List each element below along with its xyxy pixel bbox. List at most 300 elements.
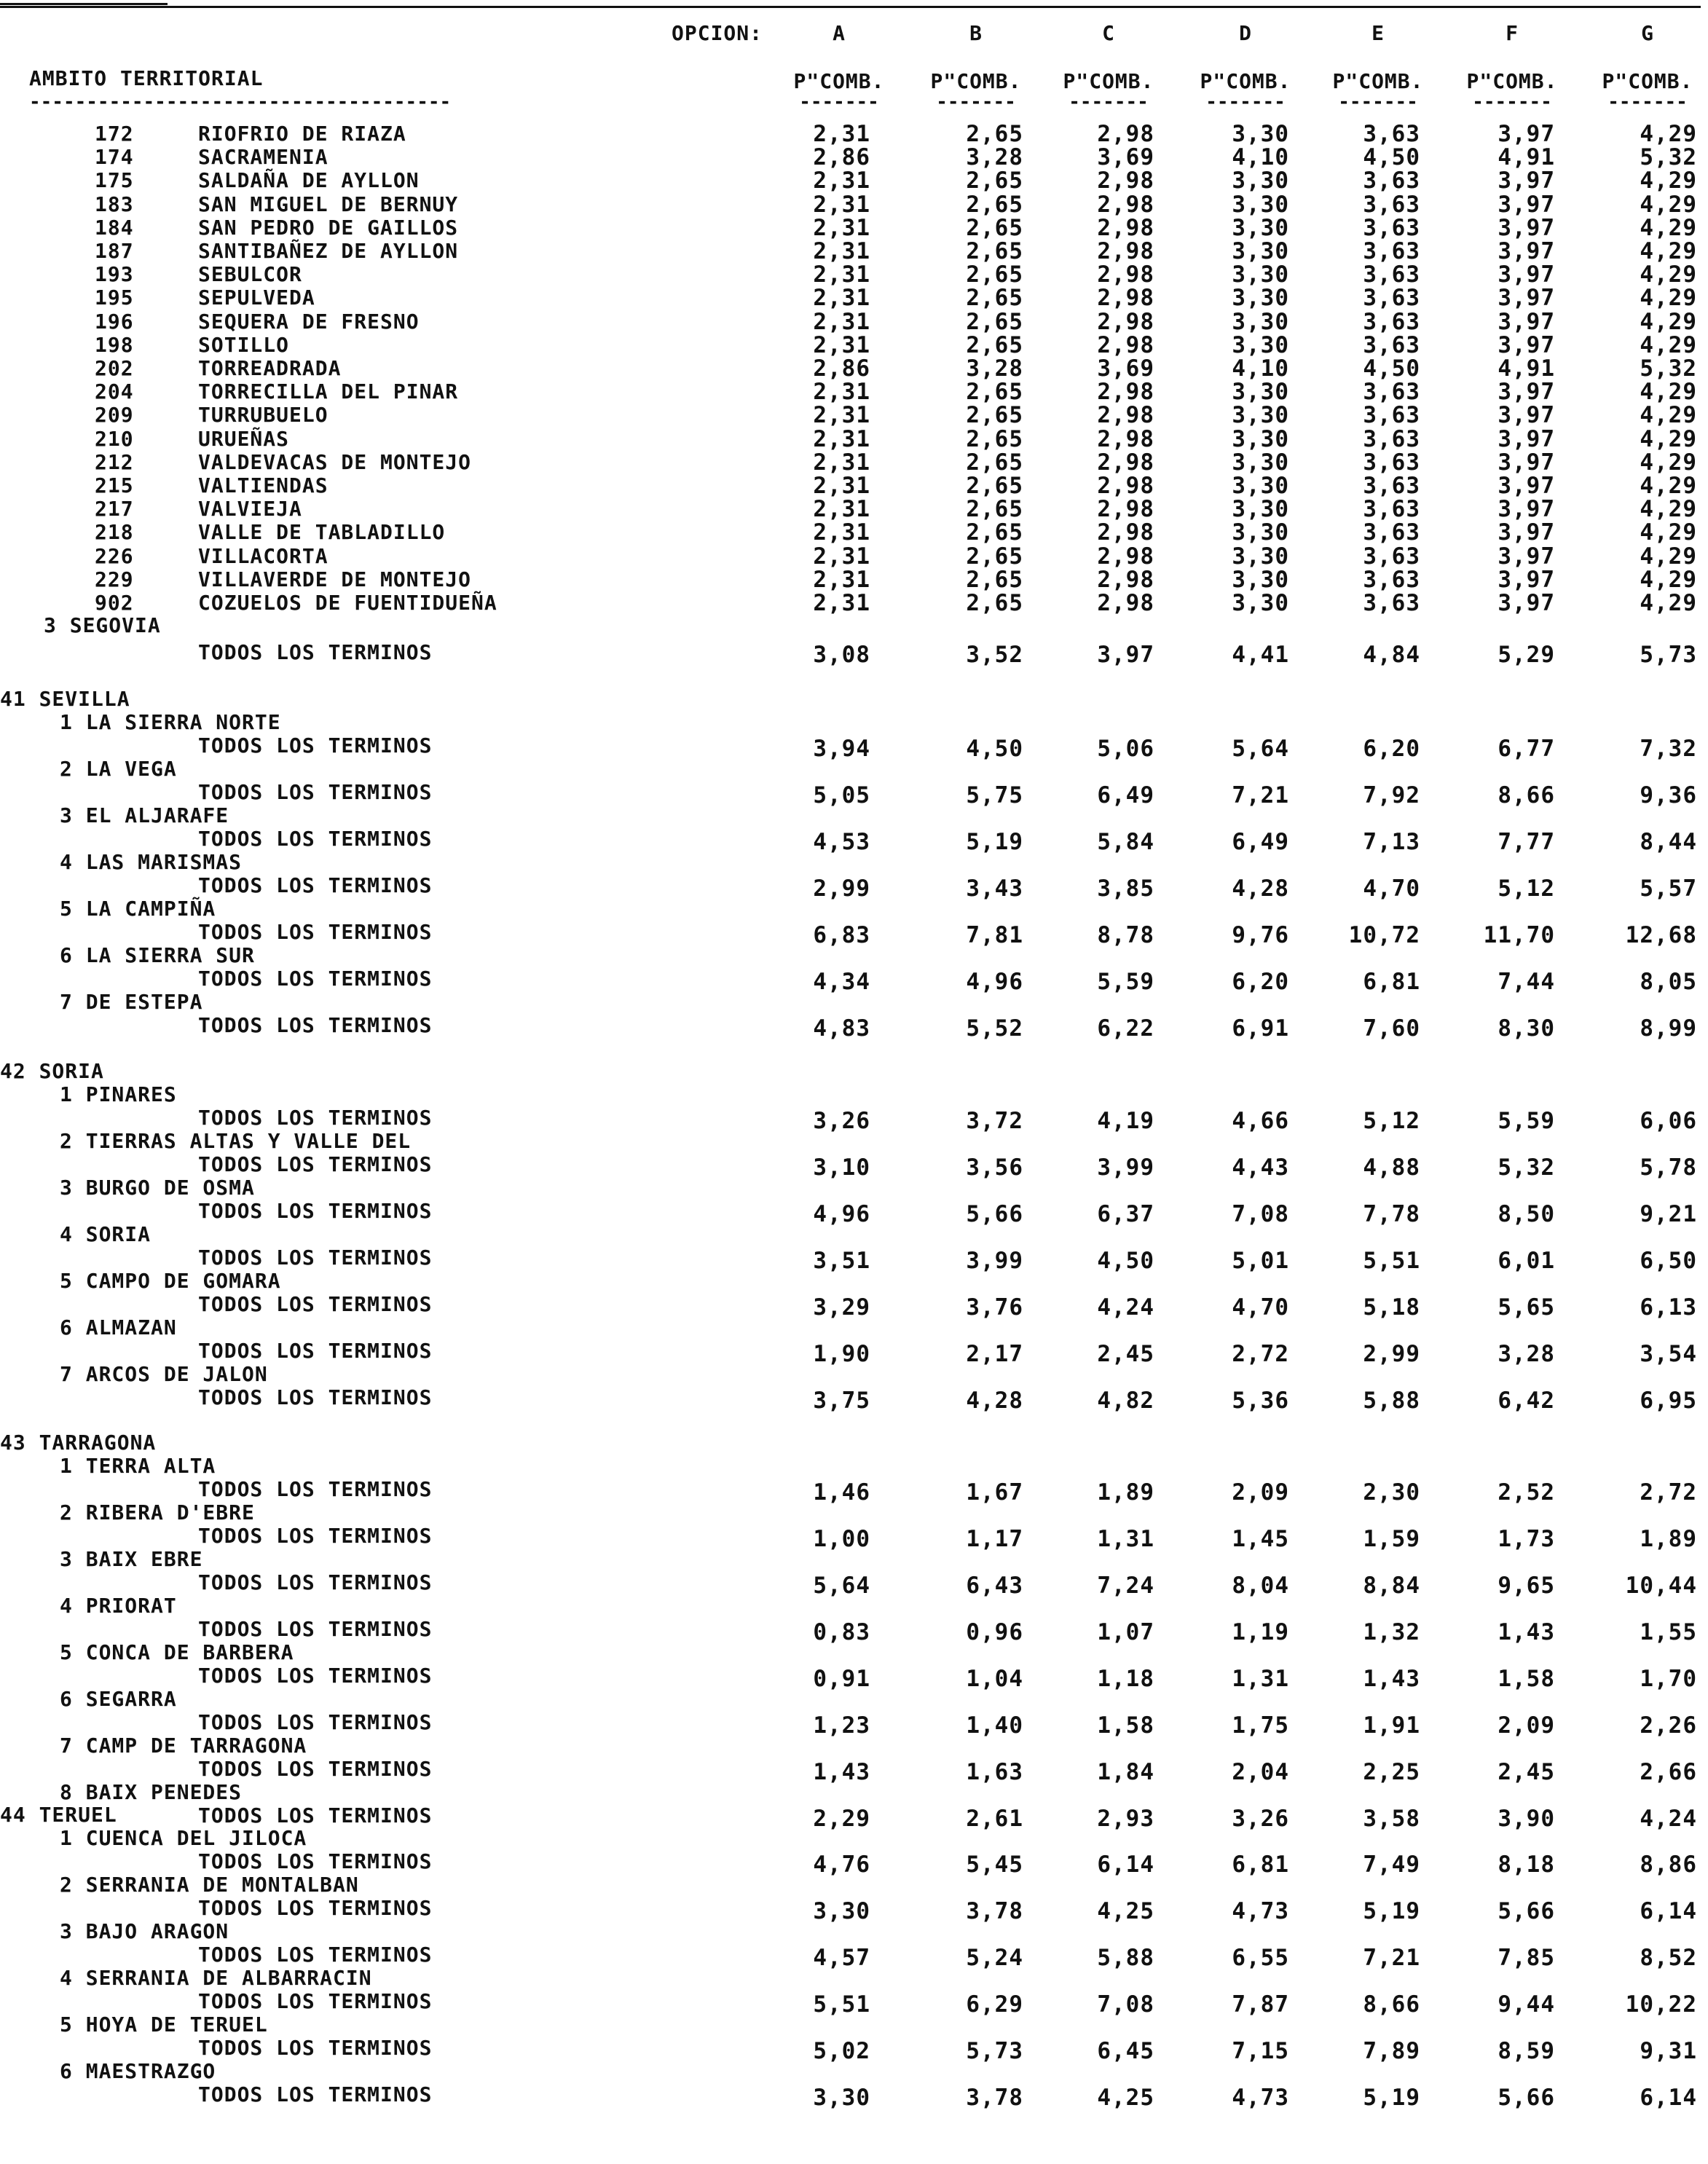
- value-cell: 8,52: [1640, 1945, 1697, 1971]
- value-cell: 7,78: [1363, 1201, 1420, 1227]
- value-cell: 3,30: [1232, 214, 1289, 241]
- value-cell: 6,42: [1498, 1388, 1555, 1414]
- value-cell: 2,65: [966, 261, 1023, 288]
- value-cell: 5,45: [966, 1852, 1023, 1878]
- comarca-name: 3 BAJO ARAGON: [60, 1919, 229, 1943]
- value-cell: 3,30: [1232, 473, 1289, 499]
- municipality-code: 193: [95, 262, 134, 287]
- province-heading: 44 TERUEL: [0, 1803, 117, 1827]
- column-subheader: P"COMB.: [793, 69, 885, 93]
- municipality-name: VALDEVACAS DE MONTEJO: [198, 449, 472, 474]
- value-cell: 4,73: [1232, 2085, 1289, 2111]
- comarca-name: 3 BAIX EBRE: [60, 1547, 203, 1571]
- value-cell: 4,25: [1097, 2085, 1154, 2111]
- value-cell: 0,91: [813, 1666, 870, 1692]
- all-terms-label: TODOS LOS TERMINOS: [198, 827, 433, 851]
- value-cell: 5,32: [1498, 1154, 1555, 1181]
- value-cell: 2,31: [813, 566, 870, 593]
- value-cell: 2,30: [1363, 1479, 1420, 1506]
- value-cell: 1,31: [1232, 1666, 1289, 1692]
- value-cell: 4,29: [1640, 473, 1697, 499]
- value-cell: 7,21: [1363, 1945, 1420, 1971]
- municipality-code: 202: [95, 356, 134, 380]
- comarca-name: 6 MAESTRAZGO: [60, 2059, 216, 2083]
- value-cell: 3,97: [1498, 590, 1555, 616]
- value-cell: 3,69: [1097, 144, 1154, 171]
- municipality-name: SAN PEDRO DE GAILLOS: [198, 215, 459, 240]
- value-cell: 1,90: [813, 1341, 870, 1367]
- value-cell: 2,65: [966, 379, 1023, 406]
- value-cell: 4,84: [1363, 642, 1420, 668]
- municipality-code: 175: [95, 168, 134, 193]
- value-cell: 3,08: [813, 642, 870, 668]
- value-cell: 6,77: [1498, 736, 1555, 762]
- value-cell: 1,04: [966, 1666, 1023, 1692]
- value-cell: 1,43: [1363, 1666, 1420, 1692]
- value-cell: 5,78: [1640, 1154, 1697, 1181]
- value-cell: 7,24: [1097, 1573, 1154, 1599]
- value-cell: 5,64: [813, 1573, 870, 1599]
- value-cell: 0,96: [966, 1619, 1023, 1645]
- value-cell: 2,31: [813, 191, 870, 218]
- value-cell: 6,81: [1232, 1852, 1289, 1878]
- value-cell: 2,93: [1097, 1806, 1154, 1832]
- value-cell: 4,29: [1640, 425, 1697, 452]
- column-subheader: P"COMB.: [1332, 69, 1424, 93]
- municipality-code: 209: [95, 403, 134, 428]
- municipality-name: SEQUERA DE FRESNO: [198, 309, 420, 334]
- value-cell: 5,02: [813, 2038, 870, 2064]
- value-cell: 2,31: [813, 402, 870, 429]
- value-cell: 4,41: [1232, 642, 1289, 668]
- top-rule-short: [0, 3, 168, 5]
- value-cell: 2,52: [1498, 1479, 1555, 1506]
- municipality-code: 184: [95, 215, 134, 240]
- value-cell: 4,83: [813, 1015, 870, 1042]
- value-cell: 4,10: [1232, 144, 1289, 171]
- column-letter-f: F: [1506, 21, 1519, 45]
- value-cell: 3,43: [966, 876, 1023, 902]
- value-cell: 2,31: [813, 496, 870, 523]
- value-cell: 3,63: [1363, 519, 1420, 546]
- value-cell: 3,97: [1498, 214, 1555, 241]
- municipality-name: SAN MIGUEL DE BERNUY: [198, 192, 459, 216]
- value-cell: 5,57: [1640, 876, 1697, 902]
- all-terms-label: TODOS LOS TERMINOS: [198, 2036, 433, 2060]
- value-cell: 5,12: [1498, 876, 1555, 902]
- value-cell: 2,31: [813, 168, 870, 194]
- value-cell: 1,73: [1498, 1526, 1555, 1552]
- value-cell: 4,29: [1640, 379, 1697, 406]
- comarca-name: 2 TIERRAS ALTAS Y VALLE DEL: [60, 1129, 412, 1153]
- value-cell: 1,89: [1097, 1479, 1154, 1506]
- value-cell: 3,29: [813, 1294, 870, 1321]
- value-cell: 6,13: [1640, 1294, 1697, 1321]
- value-cell: 4,29: [1640, 308, 1697, 335]
- municipality-name: SEPULVEDA: [198, 286, 315, 310]
- value-cell: 7,87: [1232, 1991, 1289, 2018]
- column-underline: -------: [1205, 91, 1286, 113]
- value-cell: 4,24: [1097, 1294, 1154, 1321]
- value-cell: 4,34: [813, 969, 870, 995]
- value-cell: 12,68: [1625, 922, 1697, 948]
- value-cell: 2,29: [813, 1806, 870, 1832]
- municipality-code: 215: [95, 473, 134, 497]
- value-cell: 3,97: [1498, 519, 1555, 546]
- value-cell: 8,99: [1640, 1015, 1697, 1042]
- value-cell: 2,65: [966, 496, 1023, 523]
- value-cell: 5,59: [1498, 1108, 1555, 1134]
- all-terms-label: TODOS LOS TERMINOS: [198, 920, 433, 944]
- value-cell: 2,45: [1097, 1341, 1154, 1367]
- value-cell: 4,53: [813, 829, 870, 855]
- value-cell: 3,97: [1498, 425, 1555, 452]
- all-terms-label: TODOS LOS TERMINOS: [198, 1152, 433, 1176]
- municipality-name: VALTIENDAS: [198, 473, 328, 497]
- all-terms-label: TODOS LOS TERMINOS: [198, 1989, 433, 2013]
- municipality-code: 229: [95, 567, 134, 591]
- value-cell: 7,92: [1363, 782, 1420, 808]
- value-cell: 3,78: [966, 1898, 1023, 1924]
- value-cell: 2,31: [813, 473, 870, 499]
- value-cell: 7,77: [1498, 829, 1555, 855]
- value-cell: 1,32: [1363, 1619, 1420, 1645]
- value-cell: 2,65: [966, 590, 1023, 616]
- value-cell: 4,29: [1640, 519, 1697, 546]
- value-cell: 3,30: [1232, 191, 1289, 218]
- comarca-name: 3 BURGO DE OSMA: [60, 1176, 255, 1200]
- value-cell: 6,14: [1097, 1852, 1154, 1878]
- value-cell: 5,66: [1498, 2085, 1555, 2111]
- value-cell: 3,97: [1498, 261, 1555, 288]
- value-cell: 3,63: [1363, 214, 1420, 241]
- value-cell: 2,98: [1097, 214, 1154, 241]
- value-cell: 2,65: [966, 425, 1023, 452]
- value-cell: 2,98: [1097, 425, 1154, 452]
- value-cell: 8,04: [1232, 1573, 1289, 1599]
- value-cell: 2,31: [813, 308, 870, 335]
- value-cell: 2,31: [813, 379, 870, 406]
- value-cell: 3,28: [1498, 1341, 1555, 1367]
- value-cell: 3,26: [813, 1108, 870, 1134]
- comarca-name: 6 SEGARRA: [60, 1687, 177, 1711]
- value-cell: 4,19: [1097, 1108, 1154, 1134]
- value-cell: 6,14: [1640, 2085, 1697, 2111]
- value-cell: 3,30: [1232, 379, 1289, 406]
- value-cell: 7,08: [1232, 1201, 1289, 1227]
- value-cell: 4,50: [1363, 355, 1420, 382]
- value-cell: 3,30: [1232, 121, 1289, 147]
- value-cell: 3,63: [1363, 285, 1420, 312]
- value-cell: 8,78: [1097, 922, 1154, 948]
- all-terms-label: TODOS LOS TERMINOS: [198, 1943, 433, 1967]
- comarca-name: 4 PRIORAT: [60, 1594, 177, 1618]
- value-cell: 3,97: [1498, 566, 1555, 593]
- value-cell: 5,36: [1232, 1388, 1289, 1414]
- value-cell: 8,44: [1640, 829, 1697, 855]
- value-cell: 3,63: [1363, 543, 1420, 570]
- value-cell: 2,65: [966, 543, 1023, 570]
- value-cell: 3,97: [1498, 473, 1555, 499]
- comarca-name: 6 ALMAZAN: [60, 1315, 177, 1339]
- value-cell: 2,31: [813, 590, 870, 616]
- municipality-code: 210: [95, 426, 134, 451]
- value-cell: 2,31: [813, 543, 870, 570]
- value-cell: 2,31: [813, 121, 870, 147]
- all-terms-label: TODOS LOS TERMINOS: [198, 1385, 433, 1409]
- value-cell: 4,29: [1640, 566, 1697, 593]
- value-cell: 9,76: [1232, 922, 1289, 948]
- value-cell: 4,88: [1363, 1154, 1420, 1181]
- column-subheader: P"COMB.: [1602, 69, 1693, 93]
- value-cell: 4,29: [1640, 496, 1697, 523]
- value-cell: 2,98: [1097, 285, 1154, 312]
- value-cell: 5,32: [1640, 355, 1697, 382]
- value-cell: 5,88: [1097, 1945, 1154, 1971]
- value-cell: 3,30: [1232, 261, 1289, 288]
- value-cell: 2,86: [813, 355, 870, 382]
- value-cell: 1,58: [1498, 1666, 1555, 1692]
- all-terms-label: TODOS LOS TERMINOS: [198, 1896, 433, 1920]
- comarca-name: 3 SEGOVIA: [44, 613, 161, 637]
- value-cell: 8,18: [1498, 1852, 1555, 1878]
- value-cell: 3,30: [1232, 590, 1289, 616]
- column-underline: -------: [1472, 91, 1552, 113]
- value-cell: 6,81: [1363, 969, 1420, 995]
- comarca-name: 2 LA VEGA: [60, 757, 177, 781]
- value-cell: 2,65: [966, 473, 1023, 499]
- value-cell: 8,66: [1498, 782, 1555, 808]
- value-cell: 5,51: [1363, 1248, 1420, 1274]
- value-cell: 10,72: [1348, 922, 1420, 948]
- all-terms-label: TODOS LOS TERMINOS: [198, 1013, 433, 1037]
- value-cell: 11,70: [1483, 922, 1555, 948]
- value-cell: 2,31: [813, 425, 870, 452]
- value-cell: 5,59: [1097, 969, 1154, 995]
- value-cell: 1,70: [1640, 1666, 1697, 1692]
- value-cell: 2,04: [1232, 1759, 1289, 1785]
- municipality-code: 195: [95, 286, 134, 310]
- value-cell: 4,28: [966, 1388, 1023, 1414]
- value-cell: 4,29: [1640, 261, 1697, 288]
- value-cell: 3,30: [1232, 543, 1289, 570]
- value-cell: 4,29: [1640, 402, 1697, 429]
- value-cell: 2,45: [1498, 1759, 1555, 1785]
- value-cell: 3,52: [966, 642, 1023, 668]
- comarca-name: 4 SERRANIA DE ALBARRACIN: [60, 1966, 372, 1990]
- value-cell: 2,65: [966, 191, 1023, 218]
- value-cell: 3,30: [813, 2085, 870, 2111]
- value-cell: 10,22: [1625, 1991, 1697, 2018]
- all-terms-label: TODOS LOS TERMINOS: [198, 780, 433, 804]
- column-subheader: P"COMB.: [1063, 69, 1154, 93]
- value-cell: 3,30: [1232, 519, 1289, 546]
- value-cell: 2,98: [1097, 402, 1154, 429]
- municipality-code: 196: [95, 309, 134, 334]
- value-cell: 7,32: [1640, 736, 1697, 762]
- value-cell: 7,60: [1363, 1015, 1420, 1042]
- value-cell: 6,01: [1498, 1248, 1555, 1274]
- comarca-name: 1 TERRA ALTA: [60, 1454, 216, 1478]
- value-cell: 3,30: [1232, 238, 1289, 264]
- comarca-name: 1 PINARES: [60, 1082, 177, 1106]
- comarca-name: 7 DE ESTEPA: [60, 990, 203, 1014]
- value-cell: 3,97: [1498, 543, 1555, 570]
- municipality-name: SALDAÑA DE AYLLON: [198, 168, 420, 193]
- value-cell: 1,18: [1097, 1666, 1154, 1692]
- value-cell: 3,63: [1363, 238, 1420, 264]
- value-cell: 4,50: [1097, 1248, 1154, 1274]
- value-cell: 3,99: [966, 1248, 1023, 1274]
- column-underline: -------: [1607, 91, 1688, 113]
- value-cell: 2,26: [1640, 1712, 1697, 1739]
- value-cell: 2,65: [966, 519, 1023, 546]
- value-cell: 1,59: [1363, 1526, 1420, 1552]
- value-cell: 3,97: [1498, 402, 1555, 429]
- value-cell: 4,43: [1232, 1154, 1289, 1181]
- value-cell: 2,09: [1232, 1479, 1289, 1506]
- all-terms-label: TODOS LOS TERMINOS: [198, 1757, 433, 1781]
- municipality-code: 183: [95, 192, 134, 216]
- value-cell: 5,73: [1640, 642, 1697, 668]
- value-cell: 5,06: [1097, 736, 1154, 762]
- value-cell: 3,94: [813, 736, 870, 762]
- municipality-code: 174: [95, 145, 134, 170]
- value-cell: 5,19: [966, 829, 1023, 855]
- value-cell: 4,29: [1640, 121, 1697, 147]
- value-cell: 3,63: [1363, 331, 1420, 358]
- all-terms-label: TODOS LOS TERMINOS: [198, 1199, 433, 1223]
- province-heading: 41 SEVILLA: [0, 687, 130, 711]
- municipality-code: 217: [95, 497, 134, 522]
- comarca-name: 4 LAS MARISMAS: [60, 850, 243, 874]
- value-cell: 1,40: [966, 1712, 1023, 1739]
- value-cell: 3,97: [1498, 238, 1555, 264]
- value-cell: 1,43: [813, 1759, 870, 1785]
- municipality-code: 198: [95, 332, 134, 357]
- municipality-name: COZUELOS DE FUENTIDUEÑA: [198, 591, 497, 615]
- municipality-name: VILLAVERDE DE MONTEJO: [198, 567, 472, 591]
- value-cell: 4,29: [1640, 214, 1697, 241]
- value-cell: 9,31: [1640, 2038, 1697, 2064]
- municipality-code: 902: [95, 591, 134, 615]
- value-cell: 2,65: [966, 566, 1023, 593]
- value-cell: 9,21: [1640, 1201, 1697, 1227]
- comarca-name: 2 RIBERA D'EBRE: [60, 1500, 255, 1524]
- value-cell: 8,84: [1363, 1573, 1420, 1599]
- value-cell: 4,29: [1640, 191, 1697, 218]
- municipality-name: TORRECILLA DEL PINAR: [198, 379, 459, 404]
- value-cell: 5,65: [1498, 1294, 1555, 1321]
- value-cell: 3,51: [813, 1248, 870, 1274]
- column-letter-e: E: [1371, 21, 1385, 45]
- value-cell: 6,14: [1640, 1898, 1697, 1924]
- value-cell: 7,49: [1363, 1852, 1420, 1878]
- value-cell: 4,29: [1640, 590, 1697, 616]
- value-cell: 4,29: [1640, 449, 1697, 476]
- value-cell: 9,44: [1498, 1991, 1555, 2018]
- value-cell: 2,31: [813, 214, 870, 241]
- value-cell: 4,29: [1640, 168, 1697, 194]
- province-heading: 43 TARRAGONA: [0, 1431, 157, 1455]
- value-cell: 2,65: [966, 285, 1023, 312]
- value-cell: 7,44: [1498, 969, 1555, 995]
- value-cell: 5,52: [966, 1015, 1023, 1042]
- value-cell: 8,50: [1498, 1201, 1555, 1227]
- value-cell: 3,30: [1232, 425, 1289, 452]
- comarca-name: 1 CUENCA DEL JILOCA: [60, 1826, 307, 1850]
- municipality-name: URUEÑAS: [198, 426, 290, 451]
- value-cell: 6,22: [1097, 1015, 1154, 1042]
- value-cell: 3,97: [1498, 496, 1555, 523]
- value-cell: 4,82: [1097, 1388, 1154, 1414]
- comarca-name: 1 LA SIERRA NORTE: [60, 710, 281, 734]
- comarca-name: 6 LA SIERRA SUR: [60, 943, 255, 967]
- comarca-name: 4 SORIA: [60, 1222, 151, 1246]
- value-cell: 3,63: [1363, 402, 1420, 429]
- value-cell: 3,97: [1498, 121, 1555, 147]
- value-cell: 5,88: [1363, 1388, 1420, 1414]
- value-cell: 4,91: [1498, 355, 1555, 382]
- value-cell: 8,59: [1498, 2038, 1555, 2064]
- value-cell: 5,75: [966, 782, 1023, 808]
- value-cell: 5,12: [1363, 1108, 1420, 1134]
- value-cell: 2,17: [966, 1341, 1023, 1367]
- value-cell: 4,70: [1232, 1294, 1289, 1321]
- value-cell: 3,58: [1363, 1806, 1420, 1832]
- column-subheader: P"COMB.: [1200, 69, 1291, 93]
- value-cell: 5,66: [1498, 1898, 1555, 1924]
- value-cell: 3,30: [1232, 496, 1289, 523]
- all-terms-label: TODOS LOS TERMINOS: [198, 1617, 433, 1641]
- value-cell: 2,65: [966, 214, 1023, 241]
- value-cell: 2,61: [966, 1806, 1023, 1832]
- all-terms-label: TODOS LOS TERMINOS: [198, 967, 433, 991]
- all-terms-label: TODOS LOS TERMINOS: [198, 1570, 433, 1594]
- value-cell: 3,90: [1498, 1806, 1555, 1832]
- value-cell: 3,28: [966, 144, 1023, 171]
- value-cell: 2,65: [966, 402, 1023, 429]
- value-cell: 6,43: [966, 1573, 1023, 1599]
- value-cell: 4,96: [813, 1201, 870, 1227]
- value-cell: 2,31: [813, 285, 870, 312]
- value-cell: 6,49: [1097, 782, 1154, 808]
- municipality-code: 204: [95, 379, 134, 404]
- column-underline: -------: [1338, 91, 1418, 113]
- value-cell: 3,63: [1363, 590, 1420, 616]
- column-underline: -------: [799, 91, 879, 113]
- all-terms-label: TODOS LOS TERMINOS: [198, 1524, 433, 1548]
- value-cell: 0,83: [813, 1619, 870, 1645]
- value-cell: 7,08: [1097, 1991, 1154, 2018]
- value-cell: 2,99: [813, 876, 870, 902]
- value-cell: 4,57: [813, 1945, 870, 1971]
- value-cell: 5,73: [966, 2038, 1023, 2064]
- value-cell: 6,29: [966, 1991, 1023, 2018]
- column-letter-a: A: [833, 21, 846, 45]
- value-cell: 5,51: [813, 1991, 870, 2018]
- value-cell: 3,76: [966, 1294, 1023, 1321]
- column-letter-c: C: [1102, 21, 1115, 45]
- value-cell: 8,30: [1498, 1015, 1555, 1042]
- value-cell: 4,73: [1232, 1898, 1289, 1924]
- value-cell: 1,31: [1097, 1526, 1154, 1552]
- comarca-name: 7 ARCOS DE JALON: [60, 1362, 268, 1386]
- value-cell: 7,81: [966, 922, 1023, 948]
- municipality-name: SANTIBAÑEZ DE AYLLON: [198, 239, 459, 263]
- value-cell: 1,89: [1640, 1526, 1697, 1552]
- value-cell: 3,97: [1498, 191, 1555, 218]
